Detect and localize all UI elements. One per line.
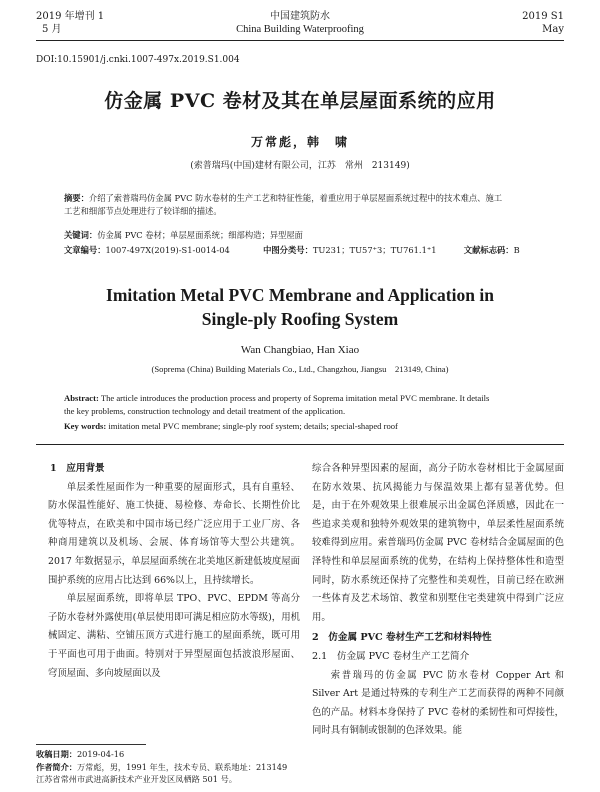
keywords-cn-text: 仿金属 PVC 卷材；单层屋面系统；细部构造；异型屋面 bbox=[97, 230, 303, 240]
keywords-en-label: Key words: bbox=[64, 421, 107, 431]
abstract-rule bbox=[36, 444, 564, 445]
abstract-en-line2: the key problems, construction technology and detail treatment of the application. bbox=[64, 406, 346, 416]
received-date: 2019-04-16 bbox=[76, 749, 125, 759]
section-heading-2: 2 仿金属 PVC 卷材生产工艺和材料特性 bbox=[312, 632, 492, 644]
footnote-rule bbox=[36, 744, 146, 745]
header-month-en: May bbox=[542, 24, 564, 35]
abstract-en-line1: The article introduces the production process and property of Soprema imitation metal PVC membrane. It details bbox=[100, 393, 490, 403]
body-column-left bbox=[48, 460, 300, 683]
body-paragraph: 单层柔性屋面作为一种重要的屋面形式，具有自重轻、防水保温性能好、施工快捷、易检修、寿命长、长期性价比优等特点，在欧美和中国市场已经广泛应用于工业厂房、各种商用建筑以及机场、会展、体育场馆等大型公共建筑。2017 年数据显示，单层屋面系统在北美地区新建低坡度屋面围护系统的应用占比达到 66%以上，且持续增长。 bbox=[48, 481, 300, 586]
affiliation-en: (Soprema (China) Building Materials Co., Ltd., Changzhou, Jiangsu 213149, China) bbox=[151, 364, 449, 374]
abstract-en bbox=[64, 392, 489, 418]
doi: DOI:10.15901/j.cnki.1007-497x.2019.S1.004 bbox=[36, 55, 240, 65]
abstract-cn-line2: 工艺和细部节点处理进行了较详细的描述。 bbox=[64, 206, 222, 216]
header-volume: 2019 S1 bbox=[522, 11, 564, 22]
body-column-right bbox=[312, 460, 564, 741]
article-no: 1007-497X(2019)-S1-0014-04 bbox=[105, 245, 230, 255]
affiliation-cn: (索普瑞玛(中国)建材有限公司，江苏 常州 213149) bbox=[190, 161, 410, 171]
author-info-label: 作者简介： bbox=[36, 761, 77, 772]
journal-name-en: China Building Waterproofing bbox=[236, 24, 364, 35]
keywords-en-text: imitation metal PVC membrane; single-ply roof system; details; special-shaped roof bbox=[108, 421, 398, 431]
body-paragraph: 综合各种异型因素的屋面，高分子防水卷材相比于金属屋面在防水效果、抗风揭能力与保温效果上都有显著优势。但是，由于在外观效果上很难展示出金属色泽质感，因此在一些追求美观和独特外观效果的建筑物中，单层柔性屋面系统较难得到应用。索普瑞玛仿金属 PVC 卷材结合金属屋面的色泽特性和单层屋面系统的优势，在结构上保持整体性和造型同时，防水系统还保持了完整性和美观性，目前已经在欧洲一些体育及艺术场馆、教堂和别墅住宅类建筑中得到广泛应用。 bbox=[312, 463, 564, 623]
title-cn: 仿金属 PVC 卷材及其在单层屋面系统的应用 bbox=[104, 90, 496, 112]
header-rule bbox=[36, 40, 564, 41]
class-no-label: 中图分类号： bbox=[263, 245, 313, 255]
journal-name-cn: 中国建筑防水 bbox=[270, 11, 330, 22]
title-en-line2: Single-ply Roofing System bbox=[201, 309, 399, 329]
header-center bbox=[0, 10, 600, 36]
author-info: 万常彪，男，1991 年生，技术专员、联系地址：213149 bbox=[76, 761, 288, 772]
title-en bbox=[36, 283, 564, 331]
class-no: TU231；TU57⁺3；TU761.1⁺1 bbox=[312, 245, 437, 255]
authors-cn: 万常彪，韩 啸 bbox=[250, 135, 349, 149]
article-meta-cn bbox=[64, 244, 520, 257]
header-month: 5 月 bbox=[42, 24, 62, 35]
keywords-cn bbox=[64, 229, 303, 242]
section-heading-2-1: 2.1 仿金属 PVC 卷材生产工艺简介 bbox=[312, 650, 470, 662]
keywords-en bbox=[64, 420, 398, 433]
abstract-cn bbox=[64, 192, 502, 218]
keywords-cn-label: 关键词： bbox=[64, 230, 98, 240]
abstract-cn-line1: 介绍了索普瑞玛仿金属 PVC 防水卷材的生产工艺和特征性能，着重应用于单层屋面系统过程中的技术难点、施工 bbox=[88, 193, 503, 203]
article-no-label: 文章编号： bbox=[64, 245, 106, 255]
abstract-en-label: Abstract: bbox=[64, 393, 99, 403]
received-label: 收稿日期： bbox=[36, 749, 77, 759]
section-heading-1: 1 应用背景 bbox=[50, 463, 105, 474]
abstract-cn-label: 摘要： bbox=[64, 193, 89, 203]
doc-code: B bbox=[513, 245, 520, 255]
author-address: 江苏省常州市武进高新技术产业开发区凤栖路 501 号。 bbox=[36, 774, 237, 784]
header-right bbox=[522, 10, 564, 36]
body-paragraph: 单层屋面系统，即将单层 TPO、PVC、EPDM 等高分子防水卷材外露使用(单层使用即可满足相应防水等级)，用机械固定、满粘、空铺压顶方式进行施工的屋面系统，既可用于平面也可用于曲面。特别对于异型屋面包括波浪形屋面、穹顶屋面、多向坡屋面以及 bbox=[48, 593, 300, 679]
footnote bbox=[36, 748, 292, 786]
doc-code-label: 文献标志码： bbox=[463, 245, 514, 255]
title-en-line1: Imitation Metal PVC Membrane and Application in bbox=[106, 285, 494, 305]
body-paragraph: 索普瑞玛的仿金属 PVC 防水卷材 Copper Art 和 Silver Art 是通过特殊的专利生产工艺而获得的两种不同颜色的产品。材料本身保持了 PVC 卷材的柔韧性和可焊接性，同时具有铜制或银制的色泽效果。能 bbox=[312, 669, 564, 737]
header-issue: 2019 年增刊 1 bbox=[36, 11, 105, 22]
authors-en: Wan Changbiao, Han Xiao bbox=[240, 344, 360, 356]
